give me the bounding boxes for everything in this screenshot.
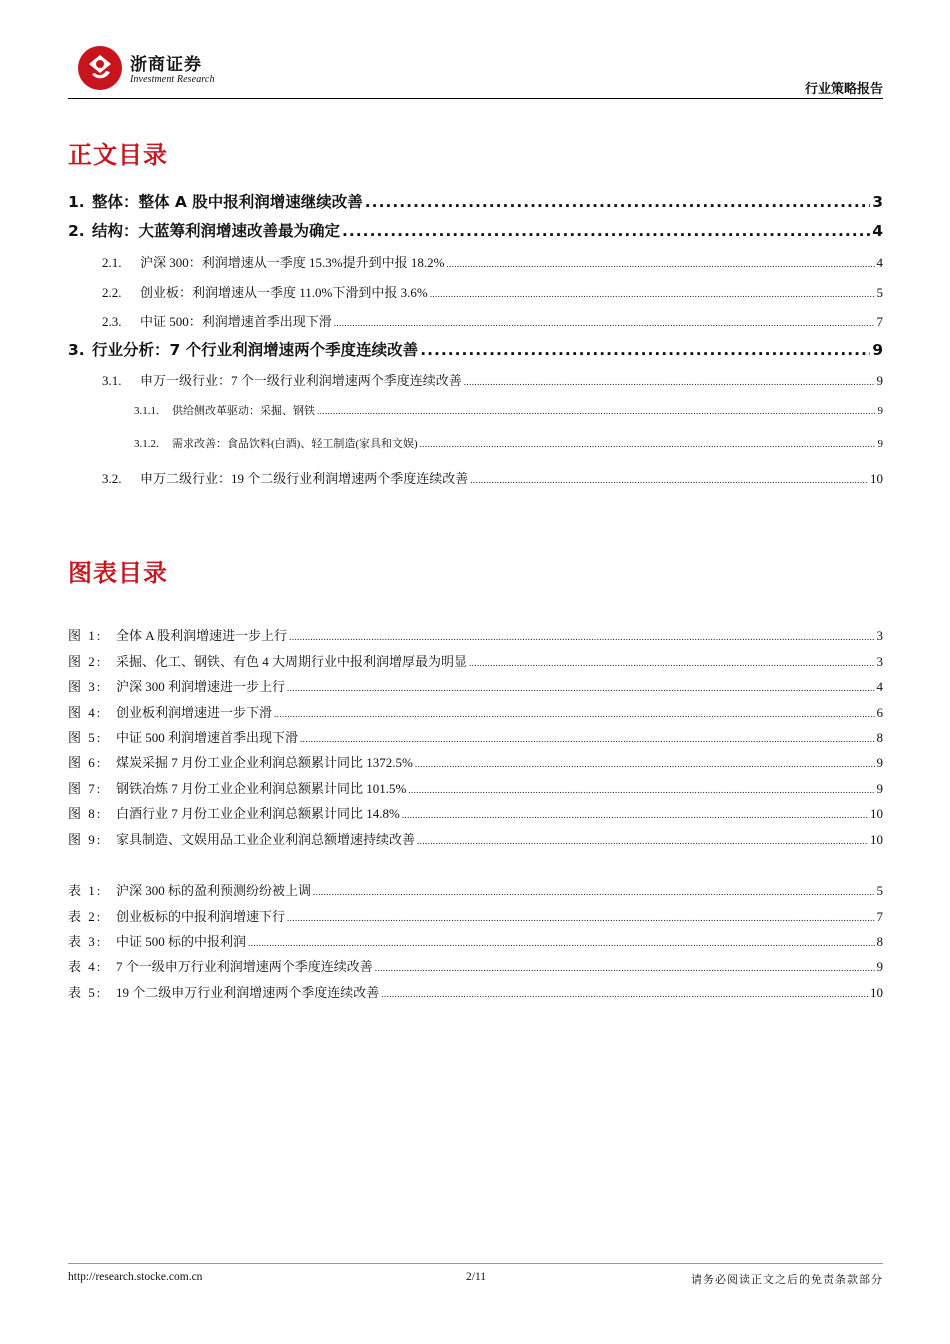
figure-entry[interactable]	[68, 778, 883, 797]
toc-entry-number: 2.2.	[102, 285, 122, 300]
toc-entry-number: 2.	[68, 222, 85, 240]
toc-entry-number: 1.	[68, 193, 85, 211]
figure-page: 4	[876, 679, 883, 694]
figure-entry[interactable]	[68, 676, 883, 695]
figure-page: 3	[876, 628, 883, 643]
page-header	[68, 40, 883, 98]
figure-number: 图 5:	[68, 730, 103, 745]
toc-entry-number: 2.1.	[102, 255, 122, 270]
figure-index-title: 图表目录	[68, 559, 168, 587]
table-page: 10	[870, 985, 883, 1000]
dot-leader	[287, 913, 874, 923]
toc-entry[interactable]	[68, 311, 883, 330]
table-number: 表 4:	[68, 959, 103, 974]
figure-text: 家具制造、文娱用品工业企业利润总额增速持续改善	[116, 832, 416, 847]
toc-entry-page: 7	[876, 314, 883, 329]
figure-page: 8	[876, 730, 883, 745]
figure-number: 图 7:	[68, 781, 103, 796]
toc-entry-text: 中证 500：利润增速首季出现下滑	[140, 314, 332, 329]
toc-entry[interactable]	[68, 435, 883, 451]
table-text: 7 个一级申万行业利润增速两个季度连续改善	[116, 959, 373, 974]
toc-entry-number: 3.1.	[102, 373, 122, 388]
dot-leader	[375, 963, 875, 973]
toc-entry-text: 行业分析：7 个行业利润增速两个季度连续改善	[92, 341, 419, 359]
figure-page: 6	[876, 705, 883, 720]
dot-leader	[334, 318, 875, 328]
dot-leader	[470, 475, 868, 485]
figure-text: 沪深 300 利润增速进一步上行	[116, 679, 286, 694]
toc-entry[interactable]	[68, 219, 883, 241]
figure-entry[interactable]	[68, 803, 883, 822]
figure-number: 图 4:	[68, 705, 103, 720]
figure-text: 白酒行业 7 月份工业企业利润总额累计同比 14.8%	[116, 806, 400, 821]
figure-text: 创业板利润增速进一步下滑	[116, 705, 273, 720]
figure-entry[interactable]	[68, 727, 883, 746]
table-page: 8	[876, 934, 883, 949]
dot-leader	[289, 632, 874, 642]
figure-number: 图 1:	[68, 628, 103, 643]
figure-entry[interactable]	[68, 752, 883, 771]
figure-entry[interactable]	[68, 625, 883, 644]
dot-leader	[402, 810, 868, 820]
figure-page: 10	[870, 832, 883, 847]
dot-leader	[248, 938, 874, 948]
dot-leader	[313, 887, 874, 897]
table-text: 创业板标的中报利润增速下行	[116, 909, 286, 924]
table-text: 中证 500 标的中报利润	[116, 934, 247, 949]
figure-entry[interactable]	[68, 829, 883, 848]
toc-entry-page: 9	[877, 405, 883, 417]
toc-entry-text: 申万一级行业：7 个一级行业利润增速两个季度连续改善	[140, 373, 462, 388]
toc-entry-text: 整体：整体 A 股中报利润增速继续改善	[92, 193, 363, 211]
dot-leader	[420, 439, 876, 449]
table-page: 7	[876, 909, 883, 924]
toc-entry-text: 供给侧改革驱动：采掘、钢铁	[172, 405, 315, 417]
figure-number: 图 6:	[68, 755, 103, 770]
toc-entry-number: 2.3.	[102, 314, 122, 329]
toc-entry[interactable]	[68, 282, 883, 301]
table-entry[interactable]	[68, 982, 883, 1001]
dot-leader	[408, 785, 874, 795]
dot-leader	[381, 989, 868, 999]
table-text: 19 个二级申万行业利润增速两个季度连续改善	[116, 985, 380, 1000]
figure-text: 采掘、化工、钢铁、有色 4 大周期行业中报利润增厚最为明显	[116, 654, 468, 669]
figure-text: 钢铁冶炼 7 月份工业企业利润总额累计同比 101.5%	[116, 781, 407, 796]
toc-entry[interactable]	[68, 252, 883, 271]
figure-entry[interactable]	[68, 651, 883, 670]
table-entry[interactable]	[68, 931, 883, 950]
toc-entry[interactable]	[68, 402, 883, 418]
table-entry[interactable]	[68, 880, 883, 899]
toc-entry-text: 需求改善：食品饮料(白酒)、轻工制造(家具和文娱)	[172, 438, 418, 450]
toc-entry-page: 10	[870, 471, 883, 486]
toc-entry-number: 3.2.	[102, 471, 122, 486]
figure-number: 图 3:	[68, 679, 103, 694]
dot-leader	[417, 836, 868, 846]
table-entry[interactable]	[68, 956, 883, 975]
figure-page: 9	[876, 781, 883, 796]
dot-leader	[365, 193, 870, 211]
table-text: 沪深 300 标的盈利预测纷纷被上调	[116, 883, 312, 898]
footer-divider	[68, 1263, 883, 1264]
dot-leader	[342, 222, 870, 240]
dot-leader	[300, 734, 874, 744]
toc-entry-page: 9	[877, 438, 883, 450]
toc-entry-text: 申万二级行业：19 个二级行业利润增速两个季度连续改善	[140, 471, 469, 486]
toc-entry-text: 沪深 300：利润增速从一季度 15.3%提升到中报 18.2%	[140, 255, 445, 270]
toc-entry-number: 3.1.2.	[134, 438, 159, 450]
dot-leader	[415, 759, 875, 769]
toc-entry[interactable]	[68, 370, 883, 389]
toc-entry-number: 3.1.1.	[134, 405, 159, 417]
figure-number: 图 9:	[68, 832, 103, 847]
figure-entry[interactable]	[68, 702, 883, 721]
figure-number: 图 8:	[68, 806, 103, 821]
toc-title: 正文目录	[68, 141, 168, 169]
header-divider	[68, 98, 883, 99]
toc-entry-page: 9	[876, 373, 883, 388]
toc-entry-page: 3	[872, 193, 883, 211]
table-entry[interactable]	[68, 906, 883, 925]
figure-text: 全体 A 股利润增速进一步上行	[116, 628, 288, 643]
figure-text: 煤炭采掘 7 月份工业企业利润总额累计同比 1372.5%	[116, 755, 413, 770]
footer-disclaimer: 请务必阅读正文之后的免责条款部分	[691, 1274, 883, 1286]
toc-entry[interactable]	[68, 468, 883, 487]
brand-subtitle: Investment Research	[130, 74, 215, 85]
table-number: 表 2:	[68, 909, 103, 924]
dot-leader	[287, 683, 874, 693]
toc-entry[interactable]	[68, 190, 883, 212]
footer-url-link[interactable]: http://research.stocke.com.cn	[68, 1271, 203, 1283]
dot-leader	[274, 709, 874, 719]
figure-page: 9	[876, 755, 883, 770]
dot-leader	[464, 377, 875, 387]
toc-entry-number: 3.	[68, 341, 85, 359]
brand-name: 浙商证券	[130, 55, 202, 75]
dot-leader	[317, 406, 876, 416]
zheshang-logo-icon	[76, 44, 124, 92]
toc-entry[interactable]	[68, 338, 883, 360]
dot-leader	[420, 341, 870, 359]
toc-entry-page: 9	[872, 341, 883, 359]
toc-entry-page: 4	[876, 255, 883, 270]
figure-text: 中证 500 利润增速首季出现下滑	[116, 730, 299, 745]
table-page: 9	[876, 959, 883, 974]
figure-number: 图 2:	[68, 654, 103, 669]
toc-entry-page: 4	[872, 222, 883, 240]
toc-entry-text: 创业板：利润增速从一季度 11.0%下滑到中报 3.6%	[140, 285, 428, 300]
table-number: 表 5:	[68, 985, 103, 1000]
toc-entry-text: 结构：大蓝筹利润增速改善最为确定	[92, 222, 341, 240]
dot-leader	[446, 259, 874, 269]
toc-entry-page: 5	[876, 285, 883, 300]
dot-leader	[469, 658, 874, 668]
table-number: 表 3:	[68, 934, 103, 949]
table-page: 5	[876, 883, 883, 898]
figure-page: 3	[876, 654, 883, 669]
table-number: 表 1:	[68, 883, 103, 898]
dot-leader	[430, 289, 875, 299]
page-number: 2/11	[466, 1271, 487, 1283]
figure-page: 10	[870, 806, 883, 821]
report-type: 行业策略报告	[804, 82, 883, 97]
